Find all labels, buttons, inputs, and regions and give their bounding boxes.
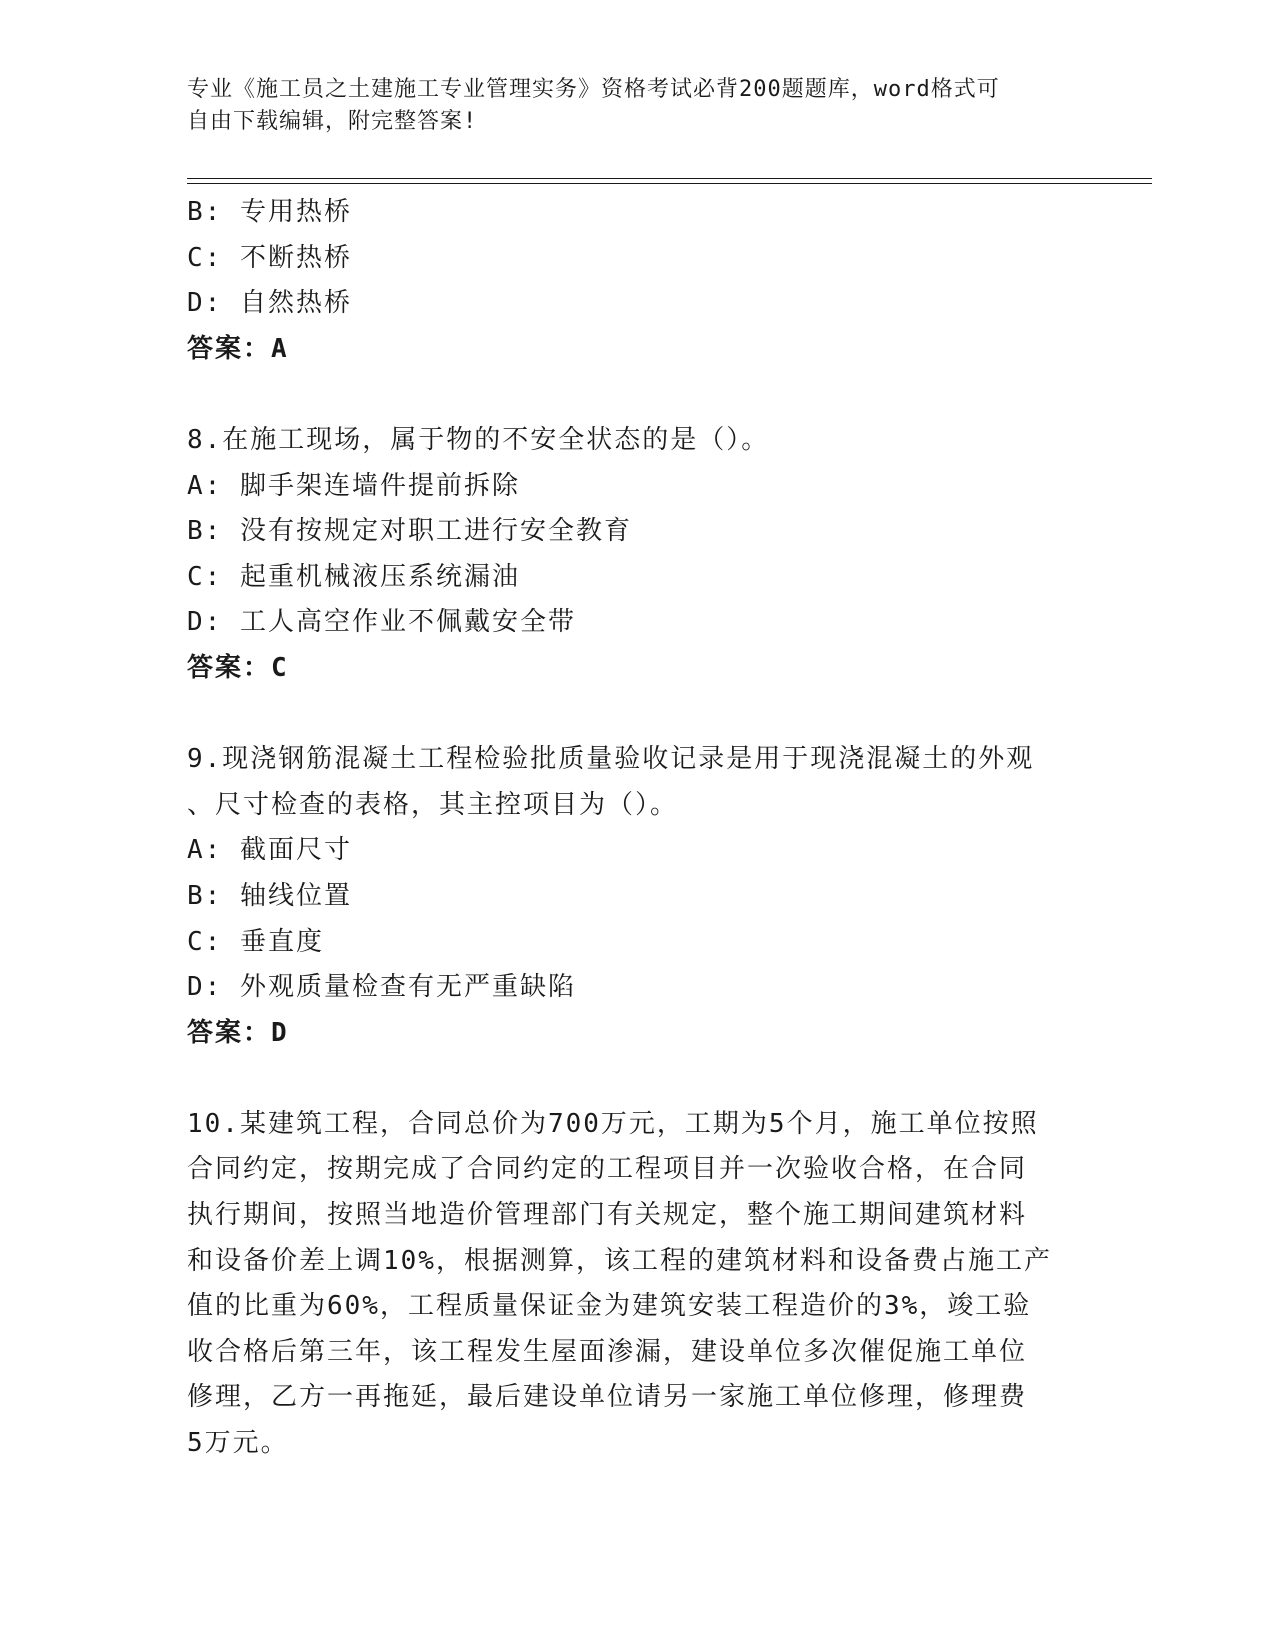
question-7-tail xyxy=(187,190,1087,372)
question-8 xyxy=(187,418,1087,692)
q8-question: 8.在施工现场，属于物的不安全状态的是（）。 xyxy=(187,424,770,455)
q8-option-a: A: 脚手架连墙件提前拆除 xyxy=(187,470,520,501)
q9-option-d: D: 外观质量检查有无严重缺陷 xyxy=(187,972,576,1003)
q10-line: 5万元。 xyxy=(187,1428,289,1459)
header-title-line-1: 专业《施工员之土建施工专业管理实务》资格考试必背200题题库，word格式可 xyxy=(187,77,1000,102)
spacer xyxy=(187,372,1087,418)
q7-option-b: B: 专用热桥 xyxy=(187,197,352,227)
q7-option-c: C: 不断热桥 xyxy=(187,242,352,273)
q7-option-d: D: 自然热桥 xyxy=(187,288,352,319)
q8-option-d: D: 工人高空作业不佩戴安全带 xyxy=(187,607,576,638)
spacer xyxy=(187,1056,1087,1102)
q8-answer: 答案：C xyxy=(187,652,289,683)
header-divider-bottom xyxy=(187,183,1152,184)
q9-question-line-2: 、尺寸检查的表格，其主控项目为（）。 xyxy=(187,789,679,820)
q10-line: 收合格后第三年，该工程发生屋面渗漏，建设单位多次催促施工单位 xyxy=(187,1336,1028,1367)
q10-line: 合同约定，按期完成了合同约定的工程项目并一次验收合格，在合同 xyxy=(187,1154,1028,1185)
header-divider-top xyxy=(187,178,1152,179)
document-header xyxy=(187,74,1067,138)
q9-option-c: C: 垂直度 xyxy=(187,926,324,957)
q10-line: 和设备价差上调10%，根据测算，该工程的建筑材料和设备费占施工产 xyxy=(187,1245,1052,1276)
q10-line: 值的比重为60%，工程质量保证金为建筑安装工程造价的3%，竣工验 xyxy=(187,1291,1032,1322)
q9-answer: 答案：D xyxy=(187,1017,289,1048)
q9-question-line-1: 9.现浇钢筋混凝土工程检验批质量验收记录是用于现浇混凝土的外观 xyxy=(187,744,1035,775)
q10-line: 修理，乙方一再拖延，最后建设单位请另一家施工单位修理，修理费 xyxy=(187,1382,1028,1413)
q8-option-c: C: 起重机械液压系统漏油 xyxy=(187,561,520,592)
q10-line: 10.某建筑工程，合同总价为700万元，工期为5个月，施工单位按照 xyxy=(187,1108,1039,1139)
spacer xyxy=(187,692,1087,738)
q9-option-b: B: 轴线位置 xyxy=(187,880,352,911)
q7-answer: 答案：A xyxy=(187,333,289,364)
header-title-line-2: 自由下载编辑，附完整答案! xyxy=(187,109,478,134)
q10-line: 执行期间，按照当地造价管理部门有关规定，整个施工期间建筑材料 xyxy=(187,1200,1028,1231)
q9-option-a: A: 截面尺寸 xyxy=(187,835,352,866)
question-9 xyxy=(187,737,1087,1056)
q8-option-b: B: 没有按规定对职工进行安全教育 xyxy=(187,516,632,547)
question-10 xyxy=(187,1102,1087,1467)
document-body xyxy=(187,190,1087,1467)
